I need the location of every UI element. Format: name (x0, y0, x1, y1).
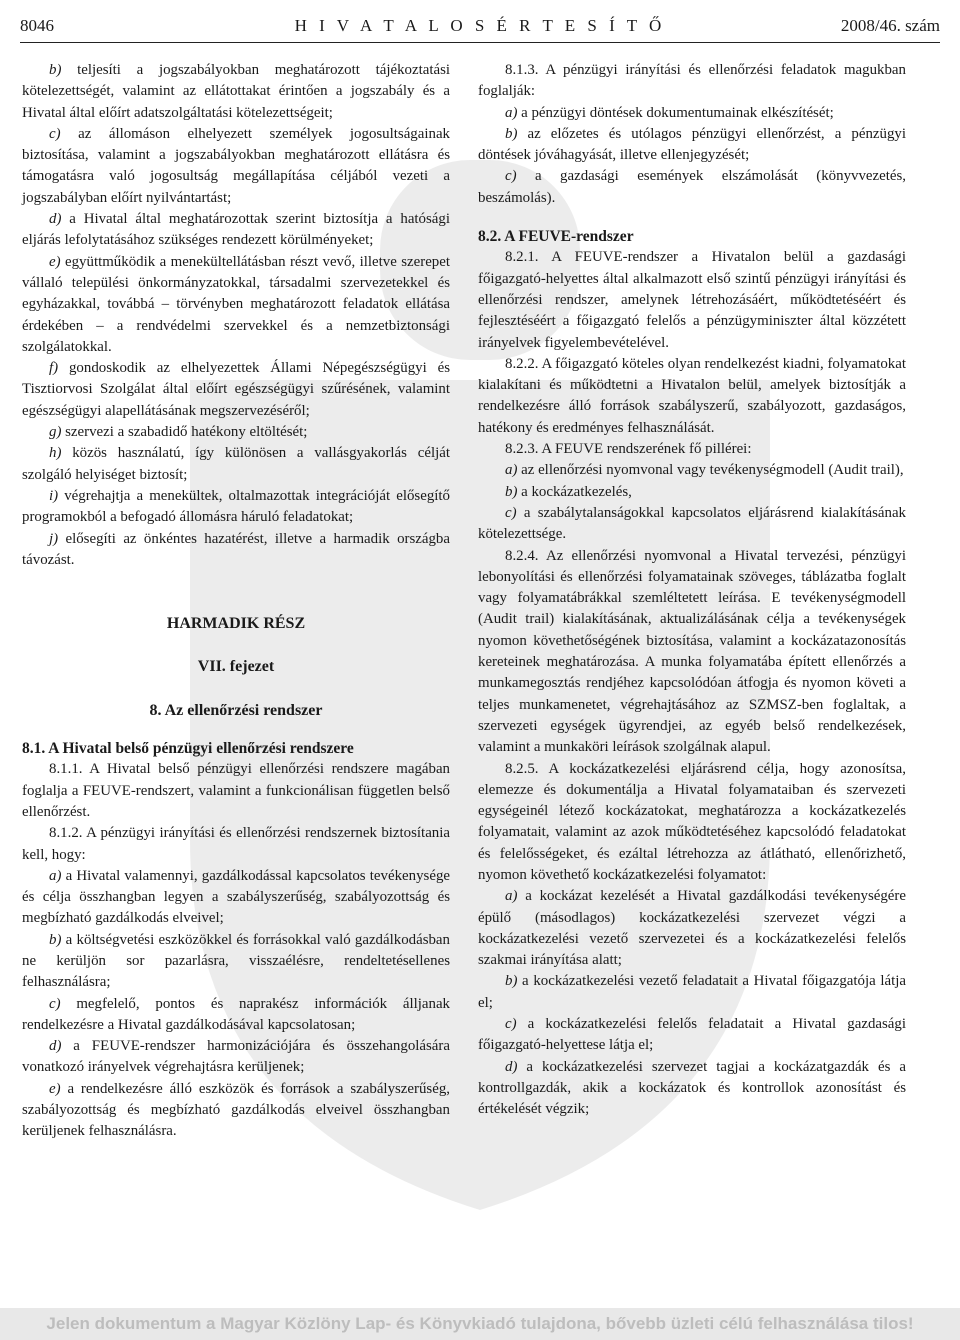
list-item-label: b) (49, 62, 62, 78)
list-item (22, 486, 450, 529)
list-item (22, 866, 450, 930)
list-item-text: teljesíti a jogszabályokban meghatározott tájékoztatási kötelezettségét, valamint az ellátottakat érintően a jogszabály és a Hivatal által előírt adatszolgáltatási kötelezettségeit; (22, 62, 450, 121)
paragraph: 8.2.5. A kockázatkezelési eljárásrend célja, hogy azonosítsa, elemezze és dokumentálja a Hivatal folyamataiban és szervezeti egységeinél létező kockázatokat, meghatározza a kockázatkezelés folyamatait, valamint az azok működtetéséhez kapcsolódó feladatokat és felelősségeket, és ezáltal létrehozza az átlátható, ellenőrizhető, nyomon követhető kockázatkezelési folyamatot: (478, 760, 906, 883)
list-item-label: d) (49, 211, 62, 228)
list-item (478, 482, 906, 503)
page-number: 8046 (20, 16, 54, 35)
list-item-text: közös használatú, így különösen a vallásgyakorlás célját szolgáló helyiséget biztosít; (22, 445, 450, 483)
list-item-text: megfelelő, pontos és naprakész információk álljanak rendelkezésre a Hivatal gazdálkodásával kapcsolatosan; (22, 995, 450, 1033)
list-item (22, 1036, 450, 1079)
issue-number: 2008/46. szám (840, 16, 940, 35)
list-item-text: a kockázatkezelési szervezet tagjai a kockázatgazdák és a kontrollgazdák, akik a kockázatok és kontrollok azonosítást és értékelését végzik; (478, 1058, 906, 1118)
list-item-text: gondoskodik az elhelyezettek Állami Népegészségügyi és Tisztiorvosi Szolgálat által előírt egészségügyi szűrésének, valamint egészségügyi alapellátásának megszervezéséről; (22, 360, 450, 419)
list (22, 866, 450, 1143)
list-item-text: a kockázatkezelési vezető feladatait a Hivatal főigazgatója látja el; (478, 973, 906, 1011)
list-item-text: a szabálytalanságokkal kapcsolatos eljárásrend kialakításának kötelezettsége. (478, 504, 906, 543)
list-item-label: g) (49, 424, 62, 441)
paragraph: 8.1.1. A Hivatal belső pénzügyi ellenőrzési rendszere magában foglalja a FEUVE-rendszert, valamint a funkcionálisan független belső ellenőrzést. (22, 761, 450, 820)
list-item-label: c) (49, 995, 61, 1012)
list-item (22, 1079, 450, 1143)
paragraph: 8.1.3. A pénzügyi irányítási és ellenőrzési feladatok magukban foglalják: (478, 62, 906, 100)
paragraph: 8.1.2. A pénzügyi irányítási és ellenőrzési rendszernek biztosítania kell, hogy: (22, 825, 450, 863)
footer-notice: Jelen dokumentum a Magyar Közlöny Lap- és Könyvkiadó tulajdona, bővebb üzleti célú felhasználása tilos! (46, 1314, 914, 1333)
list-item-text: a költségvetési eszközökkel és forrásokkal való gazdálkodásban ne kerüljön sor pazarlásra, visszaélésre, rendeltetésellenes felhasználásra; (22, 931, 450, 991)
list-item-text: a pénzügyi döntések dokumentumainak elkészítését; (517, 104, 834, 121)
list-item-label: d) (505, 1058, 518, 1075)
list-item (478, 1057, 906, 1121)
right-column (478, 60, 906, 1121)
list-item-label: c) (49, 125, 61, 142)
subsection-title: 8.1. A Hivatal belső pénzügyi ellenőrzési rendszere (22, 740, 354, 758)
list-item-label: j) (49, 530, 59, 547)
list-item (22, 358, 450, 422)
list-item-label: b) (49, 931, 62, 948)
paragraph: 8.2.3. A FEUVE rendszerének fő pillérei: (505, 441, 752, 458)
list (478, 460, 906, 545)
list-item-label: c) (505, 1016, 517, 1033)
paragraph: 8.2.1. A FEUVE-rendszer a Hivatalon belül a gazdasági főigazgató-helyettes által alkalmazott első szintű pénzügyi irányítási és ellenőrzési rendszer, amelynek létrehozásáért, működtetéséért és fejlesztéséért a főigazgató felelős a pénzügyminiszter által közzétett irányelvek figyelembevételével. (478, 249, 906, 351)
list-item-label: c) (505, 504, 517, 521)
list-item-text: elősegíti az önkéntes hazatérést, illetve a harmadik országba távozást. (22, 530, 450, 568)
list-item-label: a) (505, 888, 518, 905)
chapter-title: VII. fejezet (197, 658, 275, 676)
list-item-label: a) (49, 867, 62, 884)
list-item (22, 930, 450, 994)
list (478, 103, 906, 209)
list-item-text: a FEUVE-rendszer harmonizációjára és összehangolására vonatkozó irányelvek végrehajtásra kerüljenek; (22, 1038, 450, 1076)
list-item-text: szervezi a szabadidő hatékony eltöltését; (61, 424, 308, 441)
list-item-text: a kockázatkezelés, (517, 483, 632, 500)
publication-title: H I V A T A L O S É R T E S Í T Ő (294, 16, 666, 35)
list-item (478, 971, 906, 1014)
list-item-label: f) (49, 360, 59, 377)
list-item-label: h) (49, 445, 62, 462)
list-item (22, 422, 450, 443)
list-item-label: i) (49, 487, 59, 504)
list-item (22, 529, 450, 572)
list-item-label: d) (49, 1038, 62, 1055)
list-item (478, 460, 906, 481)
list-item (22, 209, 450, 252)
footer-notice-bar (0, 1308, 960, 1340)
page-header (20, 8, 940, 42)
list-item-text: az állomáson elhelyezett személyek jogosultságainak biztosítása, valamint a jogszabályokban meghatározott ellátásra és támogatásra való jogosultság megállapítása céljából vezeti a jogszabályban előírt nyilvántartást; (22, 125, 450, 206)
list-item-text: a Hivatal által meghatározottak szerint biztosítja a hatósági eljárás lefolytatásához szükséges rendezett körülményeket; (22, 211, 450, 249)
list-item (22, 60, 450, 124)
list-item-text: az előzetes és utólagos pénzügyi ellenőrzést, a pénzügyi döntések jóváhagyását, illetve ellenjegyzését; (478, 125, 906, 164)
list-item-text: a Hivatal valamennyi, gazdálkodással kapcsolatos tevékenysége és célja összhangban legyen a szabályszerűség, szabályozottság és megbízható gazdálkodás elveivel; (22, 867, 450, 927)
list-item-label: e) (49, 1080, 61, 1097)
list-item (478, 103, 906, 124)
list-item (478, 166, 906, 209)
part-title: HARMADIK RÉSZ (166, 615, 306, 633)
list-item (22, 443, 450, 486)
list-item (478, 503, 906, 546)
paragraph: 8.2.4. Az ellenőrzési nyomvonal a Hivatal tervezési, pénzügyi lebonyolítási és ellenőrzési folyamatainak szöveges, táblázatba foglalt vagy folyamatábrákkal szemléltetett leírása. E tevékenységmodell (Audit trail) kialakításának, aktualizálásának célja a tevékenységek nyomon követhetőségének biztosítása, valamint a kockázatazonosítás kereteinek meghatározása. A munka folyamatába épített ellenőrzés a munkamegosztás rendjéhez kapcsolódóan átfogja és nyomon követi a teljes munkamenetet, végrehajtásához az SZMSZ-ben foglaltak, a szervezeti egységek ügyrendjei, az egyéb belső rendelkezések, valamint a munkaköri leírások szolgálnak alapul. (478, 547, 906, 756)
list-item-label: e) (49, 253, 61, 270)
list-item-label: c) (505, 168, 517, 185)
list-item-text: az ellenőrzési nyomvonal vagy tevékenységmodell (Audit trail), (517, 462, 904, 479)
list-item-text: a kockázatkezelési felelős feladatait a Hivatal gazdasági főigazgató-helyettese látja el; (478, 1016, 906, 1054)
list (478, 886, 906, 1120)
list-item (478, 886, 906, 971)
list-item-label: b) (505, 125, 518, 142)
list-item (478, 124, 906, 167)
list-item-text: a gazdasági események elszámolását (könyvvezetés, beszámolás). (478, 168, 906, 206)
list-item-label: a) (505, 104, 518, 121)
list-item-text: a rendelkezésre álló eszközök és források a szabályszerűség, szabályozottság és megbízható gazdálkodás elveivel összhangban kerüljenek felhasználásra. (22, 1080, 450, 1140)
list-item (22, 994, 450, 1037)
list-item-label: b) (505, 483, 518, 500)
list-item (22, 252, 450, 358)
section-title: 8. Az ellenőrzési rendszer (149, 701, 323, 719)
paragraph: 8.2.2. A főigazgató köteles olyan rendelkezést kiadni, folyamatokat kialakítani és működtetni a Hivatalon belül, amelyek biztosítják a rendelkezésre álló források szabályszerű, szabályozott, gazdaságos, hatékony és eredményes felhasználását. (478, 355, 906, 436)
list-item (22, 124, 450, 209)
subsection-title: 8.2. A FEUVE-rendszer (478, 228, 634, 246)
list-item-text: a kockázat kezelését a Hivatal gazdálkodási tevékenységére épülő (másodlagos) kockázatkezelési szervezet végzi a kockázatkezelési vezető szervezetei és a kockázatkezelési felelős szakmai irányítása alatt; (478, 888, 906, 969)
duties-list (22, 60, 450, 571)
list-item-label: b) (505, 973, 518, 990)
list-item (478, 1014, 906, 1057)
list-item-label: a) (505, 462, 518, 479)
list-item-text: végrehajtja a menekültek, oltalmazottak integrációját elősegítő programokból a befogadó állomásra háruló feladatokat; (22, 487, 450, 526)
list-item-text: együttműködik a menekültellátásban részt vevő, illetve szerepet vállaló települési önkormányzatokkal, társadalmi szervezetekkel és egyházakkal, továbbá – törvényben meghatározott feladatok ellátása érdekében – a rendvédelmi szervekkel és a nemzetbiztonsági szolgálatokkal. (22, 253, 450, 355)
header-rule (20, 42, 940, 43)
left-column (22, 60, 450, 1143)
